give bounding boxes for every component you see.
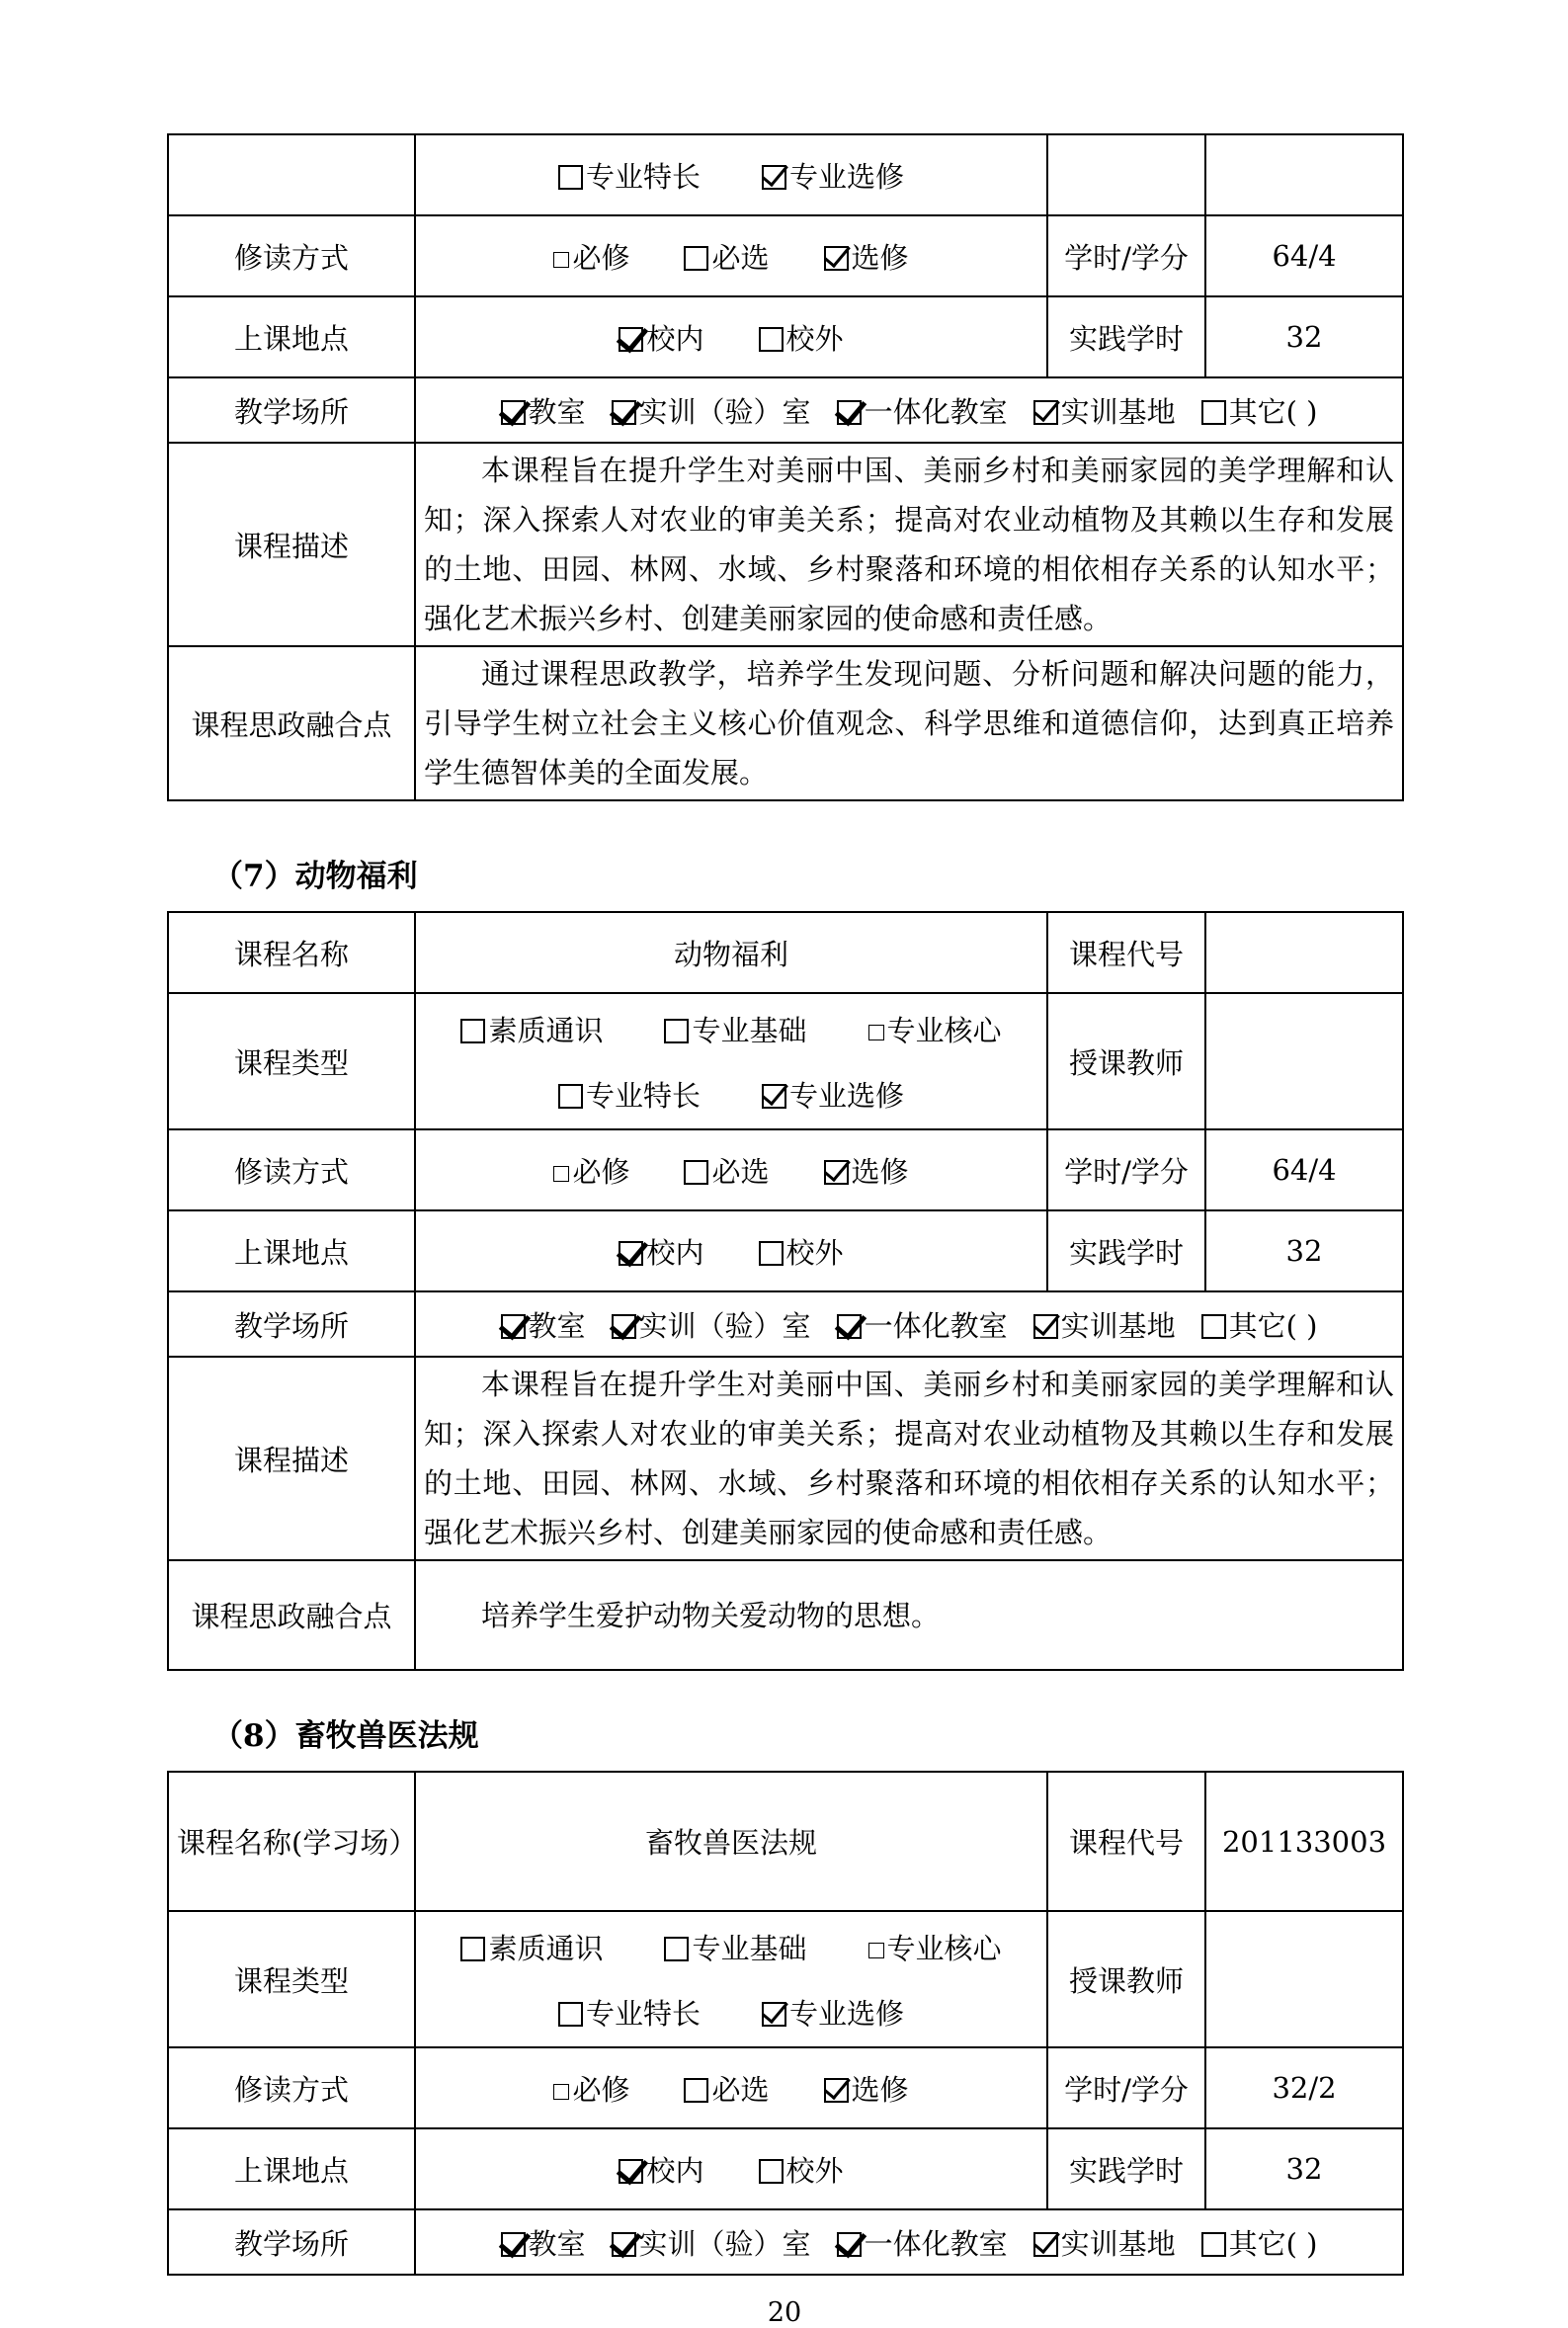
location-options <box>415 296 1047 377</box>
checked-checkbox-icon <box>1033 400 1058 425</box>
checkbox-option <box>664 1927 806 1967</box>
course-type-options-line1 <box>424 996 1038 1061</box>
teaching-place-label: 教学场所 <box>168 1291 415 1357</box>
checkbox-option <box>684 2068 769 2109</box>
checkbox-option <box>1033 390 1176 431</box>
course-name-label: 课程名称 <box>168 912 415 993</box>
course-code-value: 201133003 <box>1205 1772 1403 1911</box>
unchecked-checkbox-icon <box>553 252 569 268</box>
checkbox-option <box>619 2149 703 2190</box>
teaching-place-label: 教学场所 <box>168 377 415 443</box>
checkbox-option <box>824 2068 909 2109</box>
practice-hours-value: 32 <box>1205 1210 1403 1291</box>
checked-checkbox-icon <box>612 2232 636 2257</box>
checkbox-option-label: 素质通识 <box>488 1931 604 1965</box>
study-mode-label: 修读方式 <box>168 215 415 296</box>
checkbox-option-label: 专业特长 <box>585 159 701 194</box>
table-row <box>168 2209 1403 2275</box>
checkbox-option <box>824 236 909 277</box>
checkbox-option-label: 素质通识 <box>488 1013 604 1047</box>
checkbox-option-label: 校内 <box>646 2153 704 2188</box>
checked-checkbox-icon <box>837 400 862 425</box>
practice-hours-label: 实践学时 <box>1047 2128 1205 2209</box>
table-row <box>168 296 1403 377</box>
checkbox-option-label: 必修 <box>572 2072 630 2107</box>
course-description-text: 本课程旨在提升学生对美丽中国、美丽乡村和美丽家园的美学理解和认知；深入探索人对农业的审美关系；提高对农业动植物及其赖以生存和发展的土地、田园、林网、水域、乡村聚落和环境的相依相存关系的认知水平；强化艺术振兴乡村、创建美丽家园的使命感和责任感。 <box>424 1368 1394 1549</box>
location-options <box>415 2128 1047 2209</box>
teacher-value <box>1205 1911 1403 2047</box>
practice-hours-label: 实践学时 <box>1047 1210 1205 1291</box>
unchecked-checkbox-icon <box>1201 2232 1226 2257</box>
checkbox-option-label: 选修 <box>851 2072 909 2107</box>
table-row <box>168 1210 1403 1291</box>
checkbox-option-label: 其它( ) <box>1228 1308 1318 1343</box>
checkbox-option <box>868 1927 1002 1967</box>
checked-checkbox-icon <box>762 1084 786 1109</box>
unchecked-checkbox-icon <box>1201 1314 1226 1339</box>
checkbox-option <box>759 1231 844 1272</box>
checked-checkbox-icon <box>837 1314 862 1339</box>
unchecked-checkbox-icon <box>684 2078 708 2103</box>
checkbox-option <box>558 155 701 196</box>
course-name-label: 课程名称(学习场） <box>168 1772 415 1911</box>
table-row <box>168 993 1403 1129</box>
section-heading-8: （8）畜牧兽医法规 <box>212 1718 479 1754</box>
checkbox-option <box>558 1992 701 2033</box>
checkbox-option-label: 实训基地 <box>1060 1308 1176 1343</box>
teaching-place-label: 教学场所 <box>168 2209 415 2275</box>
checkbox-option-label: 专业选修 <box>789 1996 905 2031</box>
empty-cell <box>1205 134 1403 215</box>
table-row <box>168 443 1403 646</box>
table-row <box>168 1911 1403 2047</box>
checkbox-option <box>824 1150 909 1191</box>
checkbox-option <box>553 236 629 277</box>
course-type-label: 课程类型 <box>168 993 415 1129</box>
empty-label-cell <box>168 134 415 215</box>
unchecked-checkbox-icon <box>684 246 708 271</box>
checkbox-option-label: 专业特长 <box>585 1996 701 2031</box>
checkbox-option-label: 选修 <box>851 240 909 275</box>
course-name-value: 畜牧兽医法规 <box>415 1772 1047 1911</box>
checkbox-option <box>837 390 1008 431</box>
unchecked-checkbox-icon <box>553 1166 569 1182</box>
checkbox-option-label: 必修 <box>572 1154 630 1189</box>
checkbox-option <box>619 317 703 358</box>
course-type-options <box>415 1911 1047 2047</box>
checked-checkbox-icon <box>824 1160 849 1185</box>
table-row <box>168 377 1403 443</box>
checkbox-option <box>762 1074 904 1115</box>
course-type-options-line2 <box>415 134 1047 215</box>
checked-checkbox-icon <box>762 2002 786 2027</box>
table-row <box>168 1560 1403 1670</box>
course-table-7-animal-welfare <box>167 911 1404 1671</box>
location-label: 上课地点 <box>168 2128 415 2209</box>
study-mode-options <box>415 2047 1047 2128</box>
course-type-options-line2 <box>424 1979 1038 2044</box>
unchecked-checkbox-icon <box>684 1160 708 1185</box>
course-table-6-continued <box>167 133 1404 801</box>
checkbox-option-label: 实训基地 <box>1060 2226 1176 2261</box>
table-row <box>168 2128 1403 2209</box>
checked-checkbox-icon <box>824 246 849 271</box>
checkbox-option-label: 校外 <box>785 1235 844 1270</box>
table-row <box>168 1291 1403 1357</box>
checkbox-option <box>460 1009 603 1049</box>
checkbox-option <box>684 236 769 277</box>
unchecked-checkbox-icon <box>460 1019 485 1043</box>
hours-credits-label: 学时/学分 <box>1047 215 1205 296</box>
checkbox-option <box>762 1992 904 2033</box>
checkbox-option <box>1033 2222 1176 2263</box>
hours-credits-value: 32/2 <box>1205 2047 1403 2128</box>
checked-checkbox-icon <box>501 400 526 425</box>
checkbox-option-label: 一体化教室 <box>864 2226 1008 2261</box>
location-label: 上课地点 <box>168 296 415 377</box>
description-label: 课程描述 <box>168 1357 415 1560</box>
teacher-label: 授课教师 <box>1047 1911 1205 2047</box>
course-description-cell <box>415 443 1403 646</box>
course-description-text: 本课程旨在提升学生对美丽中国、美丽乡村和美丽家园的美学理解和认知；深入探索人对农业的审美关系；提高对农业动植物及其赖以生存和发展的土地、田园、林网、水域、乡村聚落和环境的相依相存关系的认知水平；强化艺术振兴乡村、创建美丽家园的使命感和责任感。 <box>424 454 1394 635</box>
table-row <box>168 646 1403 800</box>
hours-credits-value: 64/4 <box>1205 1129 1403 1210</box>
checkbox-option-label: 其它( ) <box>1228 2226 1318 2261</box>
study-mode-label: 修读方式 <box>168 2047 415 2128</box>
course-table-8-regulations <box>167 1771 1404 2276</box>
checkbox-option-label: 专业基础 <box>692 1931 807 1965</box>
checkbox-option-label: 一体化教室 <box>864 394 1008 429</box>
hours-credits-value: 64/4 <box>1205 215 1403 296</box>
unchecked-checkbox-icon <box>664 1937 689 1961</box>
course-code-label: 课程代号 <box>1047 1772 1205 1911</box>
checkbox-option <box>664 1009 806 1049</box>
course-code-label: 课程代号 <box>1047 912 1205 993</box>
checkbox-option <box>558 1074 701 1115</box>
checkbox-option-label: 实训（验）室 <box>638 394 811 429</box>
checked-checkbox-icon <box>837 2232 862 2257</box>
checkbox-option <box>501 390 586 431</box>
practice-hours-value: 32 <box>1205 2128 1403 2209</box>
checkbox-option-label: 实训基地 <box>1060 394 1176 429</box>
table-row <box>168 1129 1403 1210</box>
checkbox-option-label: 必选 <box>711 1154 770 1189</box>
unchecked-checkbox-icon <box>558 2002 583 2027</box>
unchecked-checkbox-icon <box>460 1937 485 1961</box>
checkbox-option <box>1201 390 1318 431</box>
checkbox-option <box>837 2222 1008 2263</box>
unchecked-checkbox-icon <box>558 165 583 190</box>
checkbox-option-label: 教室 <box>528 394 586 429</box>
checkbox-option <box>553 2068 629 2109</box>
ideology-cell <box>415 646 1403 800</box>
checked-checkbox-icon <box>501 1314 526 1339</box>
checkbox-option <box>501 1304 586 1345</box>
study-mode-options <box>415 215 1047 296</box>
checked-checkbox-icon <box>824 2078 849 2103</box>
checkbox-option-label: 一体化教室 <box>864 1308 1008 1343</box>
unchecked-checkbox-icon <box>759 327 784 352</box>
checkbox-option <box>460 1927 603 1967</box>
empty-cell <box>1047 134 1205 215</box>
checkbox-option <box>612 1304 811 1345</box>
ideology-cell <box>415 1560 1403 1670</box>
teaching-place-options <box>415 377 1403 443</box>
table-row <box>168 215 1403 296</box>
checkbox-option-label: 实训（验）室 <box>638 2226 811 2261</box>
checkbox-option-label: 教室 <box>528 1308 586 1343</box>
checked-checkbox-icon <box>612 400 636 425</box>
description-label: 课程描述 <box>168 443 415 646</box>
ideology-text: 通过课程思政教学，培养学生发现问题、分析问题和解决问题的能力，引导学生树立社会主义核心价值观念、科学思维和道德信仰，达到真正培养学生德智体美的全面发展。 <box>424 657 1394 790</box>
checked-checkbox-icon <box>762 165 786 190</box>
study-mode-options <box>415 1129 1047 1210</box>
unchecked-checkbox-icon <box>759 2159 784 2184</box>
checkbox-option <box>684 1150 769 1191</box>
checkbox-option <box>619 1231 703 1272</box>
teaching-place-options <box>415 1291 1403 1357</box>
unchecked-checkbox-icon <box>1201 400 1226 425</box>
checkbox-option-label: 专业基础 <box>692 1013 807 1047</box>
ideology-text: 培养学生爱护动物关爱动物的思想。 <box>481 1598 941 1632</box>
checkbox-option <box>612 2222 811 2263</box>
teacher-value <box>1205 993 1403 1129</box>
course-code-value <box>1205 912 1403 993</box>
checkbox-option-label: 专业核心 <box>886 1931 1002 1965</box>
checkbox-option-label: 选修 <box>851 1154 909 1189</box>
table-row <box>168 912 1403 993</box>
study-mode-label: 修读方式 <box>168 1129 415 1210</box>
checked-checkbox-icon <box>501 2232 526 2257</box>
hours-credits-label: 学时/学分 <box>1047 1129 1205 1210</box>
unchecked-checkbox-icon <box>868 1025 884 1040</box>
checked-checkbox-icon <box>619 1241 643 1266</box>
course-name-value: 动物福利 <box>415 912 1047 993</box>
hours-credits-label: 学时/学分 <box>1047 2047 1205 2128</box>
checkbox-option-label: 其它( ) <box>1228 394 1318 429</box>
checkbox-option-label: 校内 <box>646 1235 704 1270</box>
ideology-label: 课程思政融合点 <box>168 646 415 800</box>
checkbox-option-label: 必选 <box>711 2072 770 2107</box>
checkbox-option-label: 必修 <box>572 240 630 275</box>
checked-checkbox-icon <box>1033 1314 1058 1339</box>
checkbox-option-label: 教室 <box>528 2226 586 2261</box>
table-row <box>168 2047 1403 2128</box>
checkbox-option <box>1201 1304 1318 1345</box>
checkbox-option-label: 校内 <box>646 321 704 356</box>
checkbox-option-label: 专业核心 <box>886 1013 1002 1047</box>
checked-checkbox-icon <box>619 2159 643 2184</box>
checkbox-option-label: 必选 <box>711 240 770 275</box>
course-type-options-line2 <box>424 1061 1038 1126</box>
checkbox-option <box>1033 1304 1176 1345</box>
location-options <box>415 1210 1047 1291</box>
checkbox-option <box>868 1009 1002 1049</box>
checkbox-option <box>501 2222 586 2263</box>
checkbox-option-label: 专业选修 <box>789 159 905 194</box>
location-label: 上课地点 <box>168 1210 415 1291</box>
course-type-options-line1 <box>424 1914 1038 1979</box>
checkbox-option-label: 校外 <box>785 321 844 356</box>
checkbox-option <box>759 2149 844 2190</box>
checkbox-option <box>762 155 904 196</box>
unchecked-checkbox-icon <box>759 1241 784 1266</box>
course-description-cell <box>415 1357 1403 1560</box>
teaching-place-options <box>415 2209 1403 2275</box>
practice-hours-label: 实践学时 <box>1047 296 1205 377</box>
checkbox-option <box>612 390 811 431</box>
checked-checkbox-icon <box>612 1314 636 1339</box>
ideology-label: 课程思政融合点 <box>168 1560 415 1670</box>
checked-checkbox-icon <box>1033 2232 1058 2257</box>
checkbox-option <box>759 317 844 358</box>
unchecked-checkbox-icon <box>558 1084 583 1109</box>
teacher-label: 授课教师 <box>1047 993 1205 1129</box>
checkbox-option-label: 专业特长 <box>585 1078 701 1113</box>
page-number: 20 <box>767 2297 802 2328</box>
checkbox-option <box>553 1150 629 1191</box>
unchecked-checkbox-icon <box>553 2084 569 2100</box>
checkbox-option-label: 专业选修 <box>789 1078 905 1113</box>
practice-hours-value: 32 <box>1205 296 1403 377</box>
checkbox-option <box>1201 2222 1318 2263</box>
table-row <box>168 1357 1403 1560</box>
checkbox-option <box>837 1304 1008 1345</box>
section-heading-7: （7）动物福利 <box>212 859 418 894</box>
checked-checkbox-icon <box>619 327 643 352</box>
checkbox-option-label: 校外 <box>785 2153 844 2188</box>
checkbox-option-label: 实训（验）室 <box>638 1308 811 1343</box>
table-row <box>168 134 1403 215</box>
course-type-options <box>415 993 1047 1129</box>
unchecked-checkbox-icon <box>868 1943 884 1958</box>
table-row <box>168 1772 1403 1911</box>
unchecked-checkbox-icon <box>664 1019 689 1043</box>
course-type-label: 课程类型 <box>168 1911 415 2047</box>
